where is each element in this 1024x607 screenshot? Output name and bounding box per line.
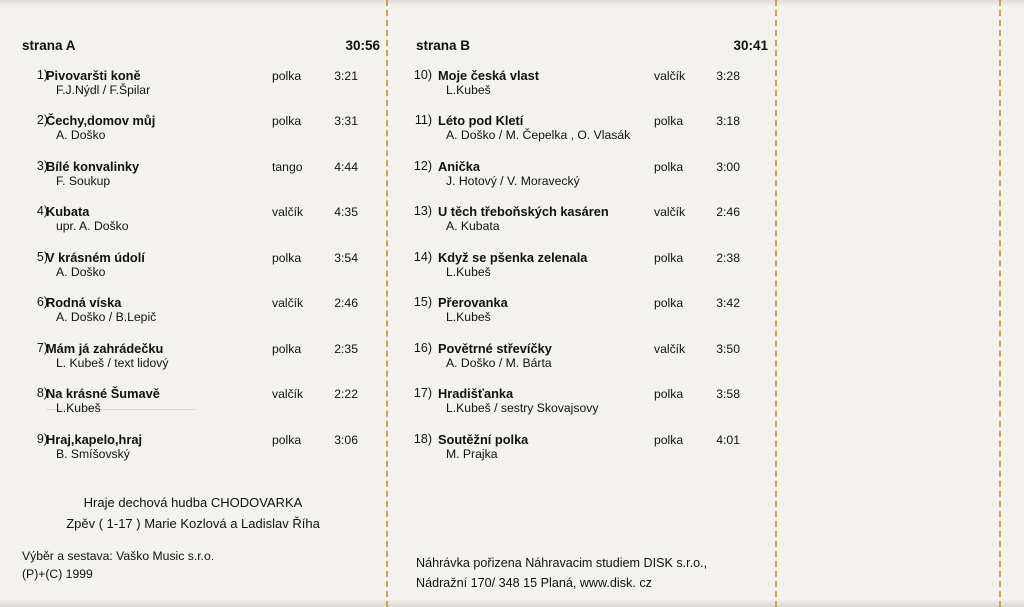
- track-duration: 3:54: [334, 251, 358, 265]
- track-genre: polka: [654, 433, 684, 447]
- track-genre: polka: [654, 114, 684, 128]
- side-b-credits: [416, 553, 707, 593]
- track-number: 12): [413, 159, 432, 173]
- side-a-label: strana A: [22, 38, 76, 53]
- track-artist: F.J.Nýdl / F.Špilar: [56, 83, 151, 97]
- track-duration: 2:38: [716, 251, 740, 265]
- track-number: 14): [413, 250, 432, 264]
- track-genre: tango: [272, 160, 303, 174]
- track-artist: A. Kubata: [446, 219, 500, 233]
- track-genre: polka: [654, 387, 684, 401]
- track-title: Hraj,kapelo,hraj: [46, 432, 143, 447]
- track-artist: L.Kubeš: [446, 310, 491, 324]
- track-number: 7): [36, 341, 48, 355]
- studio-credit-line-1: Náhrávka pořizena Náhravacim studiem DISK s.r.o.,: [416, 556, 708, 570]
- track-title: U těch třeboňských kasáren: [438, 204, 609, 219]
- track-row: [0, 432, 386, 470]
- track-title: Hradišťanka: [438, 386, 514, 401]
- track-number: 5): [36, 250, 48, 264]
- track-title: Povětrné střevíčky: [438, 341, 552, 356]
- track-number: 10): [413, 68, 432, 82]
- track-artist: A. Doško / B.Lepič: [56, 310, 157, 324]
- track-row: [0, 204, 386, 242]
- track-genre: valčík: [654, 205, 686, 219]
- track-artist: A. Doško / M. Bárta: [446, 356, 552, 370]
- track-row: [388, 204, 775, 242]
- track-duration: 3:42: [716, 296, 740, 310]
- track-number: 3): [36, 159, 48, 173]
- track-row: [0, 68, 386, 106]
- track-duration: 2:46: [334, 296, 358, 310]
- track-artist: L.Kubeš: [446, 265, 491, 279]
- track-artist: B. Smíšovský: [56, 447, 130, 461]
- track-number: 4): [36, 204, 48, 218]
- compilation-credit: Výběr a sestava: Vaško Music s.r.o.: [22, 549, 215, 563]
- track-number: 1): [36, 68, 48, 82]
- track-title: V krásném údolí: [46, 250, 145, 265]
- band-credit-line-1: Hraje dechová hudba CHODOVARKA: [83, 495, 303, 510]
- track-genre: valčík: [272, 296, 304, 310]
- track-row: [0, 341, 386, 379]
- track-title: Anička: [438, 159, 480, 174]
- track-genre: valčík: [272, 387, 304, 401]
- track-artist: L. Kubeš / text lidový: [56, 356, 169, 370]
- track-duration: 3:50: [716, 342, 740, 356]
- track-duration: 3:18: [716, 114, 740, 128]
- track-row: [388, 159, 775, 197]
- side-b-total-time: 30:41: [733, 38, 768, 53]
- track-duration: 3:31: [334, 114, 358, 128]
- track-title: Moje česká vlast: [438, 68, 540, 83]
- track-row: [388, 250, 775, 288]
- track-duration: 3:28: [716, 69, 740, 83]
- track-number: 8): [36, 386, 48, 400]
- track-number: 17): [413, 386, 432, 400]
- track-row: [388, 386, 775, 424]
- side-a-panel: [0, 0, 386, 607]
- track-duration: 3:00: [716, 160, 740, 174]
- track-duration: 2:46: [716, 205, 740, 219]
- track-artist: A. Doško: [56, 265, 106, 279]
- track-artist: L.Kubeš: [446, 83, 491, 97]
- side-a-total-time: 30:56: [345, 38, 380, 53]
- track-title: Léto pod Kletí: [438, 113, 524, 128]
- perforation-line-2: [775, 0, 777, 607]
- studio-credit-line-2: Nádražní 170/ 348 15 Planá, www.disk. cz: [416, 576, 652, 590]
- track-duration: 3:06: [334, 433, 358, 447]
- track-title: Kubata: [46, 204, 90, 219]
- track-genre: polka: [272, 342, 302, 356]
- track-row: [388, 341, 775, 379]
- track-duration: 3:21: [334, 69, 358, 83]
- track-genre: polka: [272, 114, 302, 128]
- track-title: Na krásné Šumavě: [46, 386, 160, 401]
- track-genre: polka: [654, 296, 684, 310]
- track-title: Pivovaršti koně: [46, 68, 141, 83]
- band-credit: [0, 492, 386, 534]
- band-credit-line-2: Zpěv ( 1-17 ) Marie Kozlová a Ladislav Říha: [66, 516, 320, 531]
- track-duration: 2:35: [334, 342, 358, 356]
- track-title: Přerovanka: [438, 295, 508, 310]
- track-row: [0, 295, 386, 333]
- track-artist: A. Doško / M. Čepelka , O. Vlasák: [446, 128, 631, 142]
- track-row: [0, 159, 386, 197]
- track-row: [0, 250, 386, 288]
- track-row: [388, 113, 775, 151]
- track-title: Mám já zahrádečku: [46, 341, 164, 356]
- track-genre: valčík: [654, 342, 686, 356]
- track-genre: polka: [272, 251, 302, 265]
- track-artist: M. Prajka: [446, 447, 498, 461]
- side-b-label: strana B: [416, 38, 471, 53]
- track-row: [388, 295, 775, 333]
- track-genre: polka: [272, 433, 302, 447]
- track-title: Bílé konvalinky: [46, 159, 140, 174]
- track-duration: 4:35: [334, 205, 358, 219]
- track-artist: L.Kubeš: [56, 401, 101, 415]
- track-title: Čechy,domov můj: [46, 113, 156, 128]
- track-artist: upr. A. Doško: [56, 219, 129, 233]
- perforation-line-3: [999, 0, 1001, 607]
- track-duration: 2:22: [334, 387, 358, 401]
- track-number: 6): [36, 295, 48, 309]
- track-duration: 4:01: [716, 433, 740, 447]
- track-artist: L.Kubeš / sestry Skovajsovy: [446, 401, 599, 415]
- track-genre: polka: [654, 251, 684, 265]
- track-title: Soutěžní polka: [438, 432, 529, 447]
- side-a-credits: [22, 547, 214, 583]
- track-title: Rodná víska: [46, 295, 122, 310]
- track-number: 13): [413, 204, 432, 218]
- copyright-line: (P)+(C) 1999: [22, 567, 93, 581]
- track-row: [0, 386, 386, 424]
- track-artist: A. Doško: [56, 128, 106, 142]
- track-number: 18): [413, 432, 432, 446]
- track-genre: valčík: [654, 69, 686, 83]
- track-row: [388, 68, 775, 106]
- track-artist: J. Hotový / V. Moravecký: [446, 174, 580, 188]
- scan-artifact-line: [46, 409, 196, 410]
- track-number: 9): [36, 432, 48, 446]
- track-number: 11): [414, 113, 432, 127]
- track-genre: valčík: [272, 205, 304, 219]
- track-row: [388, 432, 775, 470]
- track-genre: polka: [272, 69, 302, 83]
- side-b-panel: [388, 0, 775, 607]
- track-number: 15): [413, 295, 432, 309]
- track-row: [0, 113, 386, 151]
- track-artist: F. Soukup: [56, 174, 111, 188]
- track-number: 16): [413, 341, 432, 355]
- track-genre: polka: [654, 160, 684, 174]
- track-duration: 3:58: [716, 387, 740, 401]
- track-title: Když se pšenka zelenala: [438, 250, 588, 265]
- track-duration: 4:44: [334, 160, 358, 174]
- track-number: 2): [36, 113, 48, 127]
